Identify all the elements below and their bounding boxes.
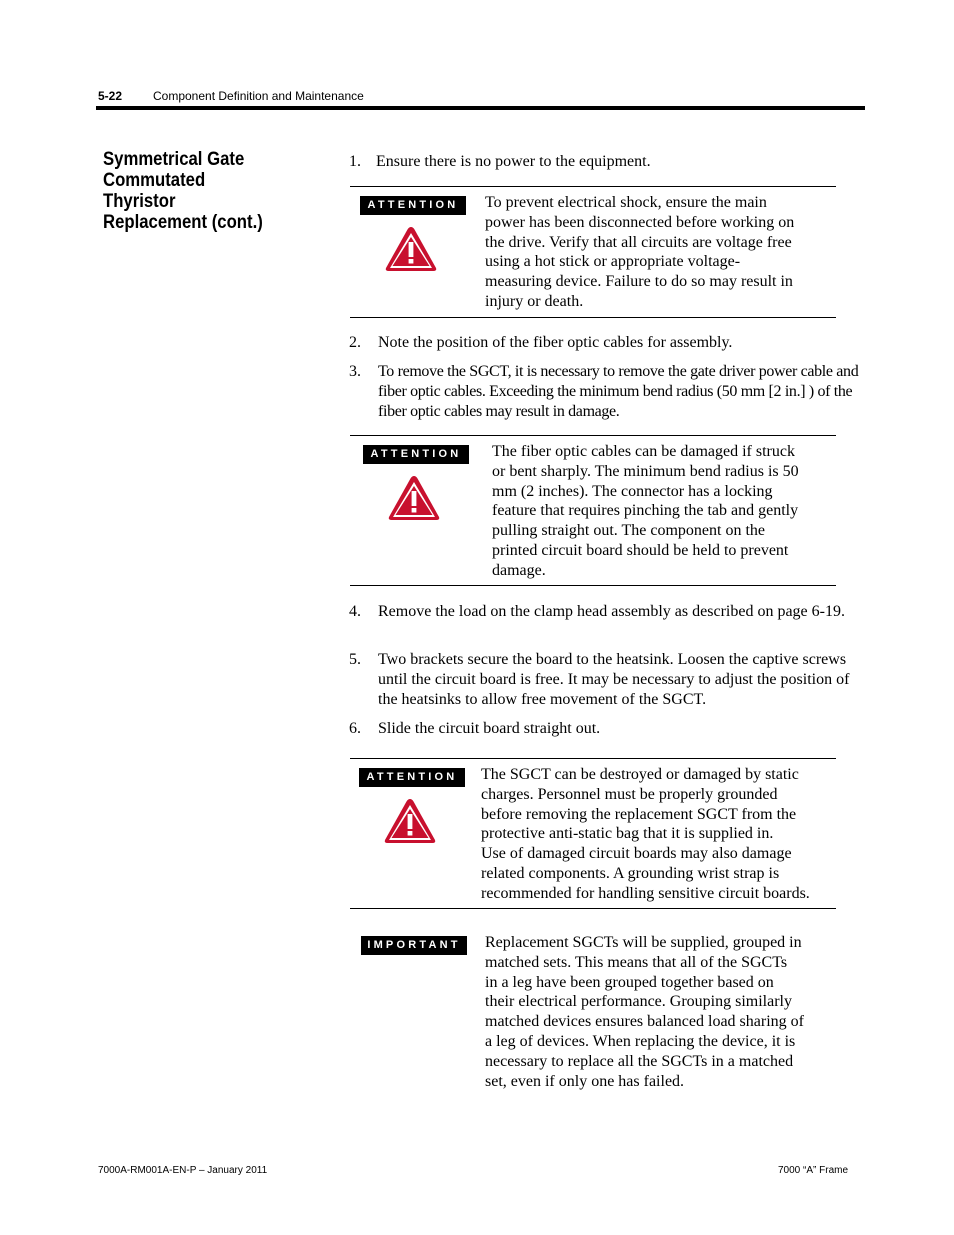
callout-text	[481, 765, 810, 904]
callout-line: using a hot stick or appropriate voltage-	[485, 253, 741, 271]
section-title	[103, 149, 279, 233]
important-callout	[350, 927, 836, 1097]
step-text: Ensure there is no power to the equipment.	[376, 153, 651, 170]
section-title-line: Replacement (cont.)	[103, 212, 263, 233]
step-text: Two brackets secure the board to the heatsink. Loosen the captive screws until the circuit board is free. It may be necessary to adjust the position of the heatsinks to allow free movement of the SGCT.	[378, 651, 850, 708]
callout-line: charges. Personnel must be properly grounded	[481, 785, 778, 803]
callout-line: printed circuit board should be held to prevent	[492, 541, 789, 559]
callout-line: Use of damaged circuit boards may also damage	[481, 845, 792, 863]
callout-line: their electrical performance. Grouping similarly	[485, 993, 792, 1011]
attention-badge: ATTENTION	[359, 768, 465, 787]
step-number: 2.	[349, 334, 361, 351]
footer-publication: 7000A-RM001A-EN-P – January 2011	[98, 1165, 268, 1176]
callout-line: the drive. Verify that all circuits are voltage free	[485, 233, 792, 251]
attention-callout	[350, 435, 836, 586]
callout-line: injury or death.	[485, 292, 584, 310]
callout-line: damage.	[492, 561, 546, 579]
step-item	[349, 333, 864, 353]
important-badge: IMPORTANT	[361, 936, 467, 955]
step-item	[349, 650, 864, 709]
step-item	[349, 152, 864, 172]
attention-badge: ATTENTION	[363, 445, 469, 464]
callout-line: measuring device. Failure to do so may result in	[485, 273, 793, 291]
callout-line: power has been disconnected before working on	[485, 213, 795, 231]
callout-line: necessary to replace all the SGCTs in a matched	[485, 1052, 794, 1070]
callout-line: a leg of devices. When replacing the device, it is	[485, 1032, 796, 1050]
attention-callout	[350, 758, 836, 909]
step-text: Note the position of the fiber optic cables for assembly.	[378, 334, 733, 351]
warning-triangle-icon	[382, 796, 438, 846]
step-item	[349, 602, 864, 622]
header-rule	[96, 106, 865, 110]
step-number: 5.	[349, 651, 361, 668]
callout-text	[492, 442, 799, 581]
callout-line: protective anti-static bag that it is supplied in.	[481, 825, 774, 843]
callout-line: The fiber optic cables can be damaged if struck	[492, 443, 795, 460]
page-number: 5-22	[98, 89, 123, 103]
step-item	[349, 362, 864, 421]
attention-badge: ATTENTION	[360, 196, 466, 215]
section-title-line: Symmetrical Gate	[103, 149, 245, 170]
step-text: To remove the SGCT, it is necessary to remove the gate driver power cable and fiber optic cables. Exceeding the minimum bend radius (50 mm [2 in.] ) of the fiber optic cables may result in damage.	[378, 363, 859, 420]
callout-line: or bent sharply. The minimum bend radius is 50	[492, 462, 799, 480]
warning-triangle-icon	[386, 473, 442, 523]
callout-line: set, even if only one has failed.	[485, 1072, 685, 1090]
callout-text	[485, 933, 804, 1091]
callout-line: mm (2 inches). The connector has a locking	[492, 482, 773, 500]
step-text: Slide the circuit board straight out.	[378, 720, 601, 737]
warning-triangle-icon	[383, 224, 439, 274]
step-number: 1.	[349, 153, 361, 170]
callout-line: related components. A grounding wrist strap is	[481, 864, 780, 882]
callout-line: in a leg have been grouped together based on	[485, 973, 774, 991]
callout-line: pulling straight out. The component on the	[492, 522, 765, 540]
callout-line: feature that requires pinching the tab and gently	[492, 502, 799, 520]
callout-line: matched devices ensures balanced load sharing of	[485, 1013, 804, 1031]
callout-line: To prevent electrical shock, ensure the main	[485, 194, 767, 211]
callout-line: The SGCT can be destroyed or damaged by static	[481, 766, 799, 783]
callout-line: Replacement SGCTs will be supplied, grouped in	[485, 934, 802, 951]
step-text: Remove the load on the clamp head assembly as described on page 6-19.	[378, 603, 845, 620]
callout-line: matched sets. This means that all of the SGCTs	[485, 953, 788, 971]
callout-line: recommended for handling sensitive circuit boards.	[481, 884, 810, 902]
footer-product: 7000 “A” Frame	[778, 1165, 849, 1176]
callout-text	[485, 193, 794, 312]
step-item	[349, 719, 864, 739]
step-number: 6.	[349, 720, 361, 737]
callout-line: before removing the replacement SGCT from the	[481, 805, 797, 823]
chapter-title: Component Definition and Maintenance	[153, 89, 364, 103]
attention-callout	[350, 186, 836, 318]
step-number: 3.	[349, 363, 361, 380]
section-title-line: Commutated Thyristor	[103, 170, 206, 212]
step-number: 4.	[349, 603, 361, 620]
